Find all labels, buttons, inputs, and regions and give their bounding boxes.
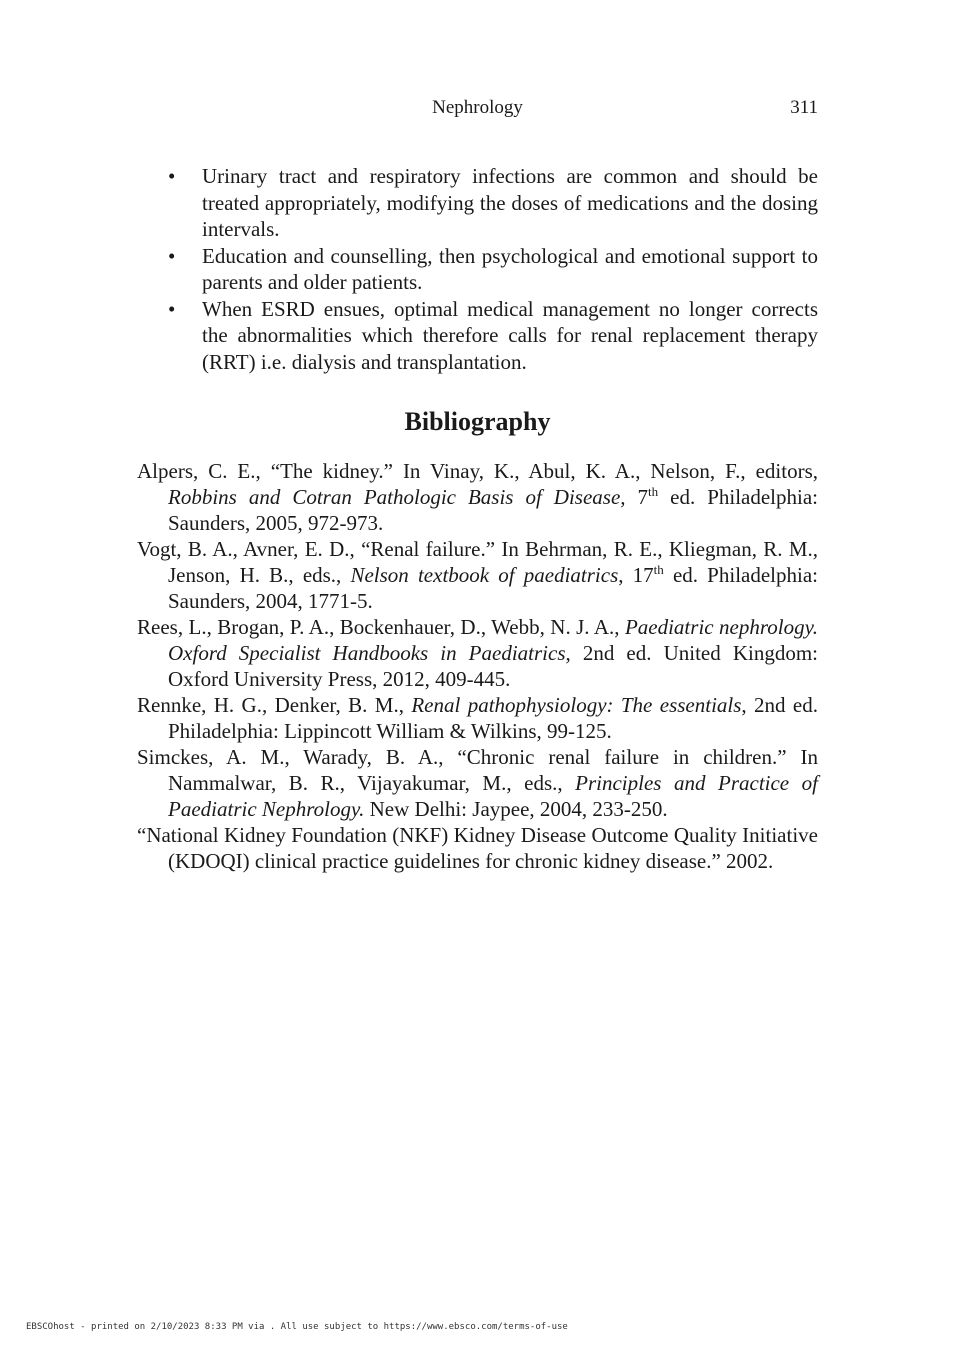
reference-superscript: th [648,484,659,499]
reference-publisher: , 2nd ed. United Kingdom: Oxford University Press, 2012, 409-445. [168,641,818,691]
bullet-text: Education and counselling, then psychological and emotional support to parents and older patients. [202,243,818,294]
reference-title: Paediatric nephrology. Oxford Specialist Handbooks in Paediatrics [168,615,818,665]
reference-item [137,692,818,744]
reference-title: Nelson textbook of paediatrics [350,563,619,587]
reference-edition: 7 [625,485,649,509]
bullet-text: When ESRD ensues, optimal medical management no longer corrects the abnormalities which therefore calls for renal replacement therapy (RRT) i.e. dialysis and transplantation. [202,296,818,374]
reference-item [137,744,818,822]
reference-edition: , 17 [618,563,654,587]
reference-authors: Vogt, B. A., Avner, E. D., “Renal failure.” In Behrman, R. E., Kliegman, R. M., Jenson, H. B., eds., [137,537,818,587]
bullet-list [168,163,818,375]
reference-publisher: ed. Philadelphia: Saunders, 2005, 972-973. [168,485,819,535]
reference-title: Renal pathophysiology: The essentials [411,693,742,717]
running-title: Nephrology [432,97,523,118]
bullet-item [168,296,818,376]
reference-authors: Rees, L., Brogan, P. A., Bockenhauer, D., Webb, N. J. A., [137,615,625,639]
bullet-item [168,243,818,296]
reference-item [137,822,818,874]
reference-publisher: ed. Philadelphia: Saunders, 2004, 1771-5. [168,563,819,613]
reference-title: Principles and Practice of Paediatric Nephrology. [168,771,818,821]
bullet-dot-icon: • [168,296,176,321]
bullet-text: Urinary tract and respiratory infections are common and should be treated appropriately, modifying the doses of medications and the dosing intervals. [202,164,818,241]
reference-publisher: , 2nd ed. Philadelphia: Lippincott William & Wilkins, 99-125. [168,693,818,743]
page-number: 311 [790,97,818,118]
reference-authors: Alpers, C. E., “The kidney.” In Vinay, K., Abul, K. A., Nelson, F., editors, [137,459,818,483]
bullet-dot-icon: • [168,243,176,268]
reference-item [137,614,818,692]
bibliography-heading: Bibliography [404,407,551,436]
reference-authors: Simckes, A. M., Warady, B. A., “Chronic renal failure in children.” In Nammalwar, B. R., Vijayakumar, M., eds., [137,745,818,795]
bullet-dot-icon: • [168,164,176,188]
reference-item [137,458,818,536]
bullet-item [168,163,818,243]
reference-superscript: th [653,562,664,577]
print-footer: EBSCOhost - printed on 2/10/2023 8:33 PM via . All use subject to https://www.ebsco.com/terms-of-use [26,1322,568,1332]
reference-publisher: New Delhi: Jaypee, 2004, 233-250. [364,797,668,821]
reference-title: Robbins and Cotran Pathologic Basis of Disease, [168,485,626,509]
reference-item [137,536,818,614]
reference-list [137,458,818,874]
reference-authors: Rennke, H. G., Denker, B. M., [137,693,412,717]
reference-authors: “National Kidney Foundation (NKF) Kidney Disease Outcome Quality Initiative (KDOQI) clinical practice guidelines for chronic kidney disease.” 2002. [137,823,818,873]
page-header [0,97,955,121]
